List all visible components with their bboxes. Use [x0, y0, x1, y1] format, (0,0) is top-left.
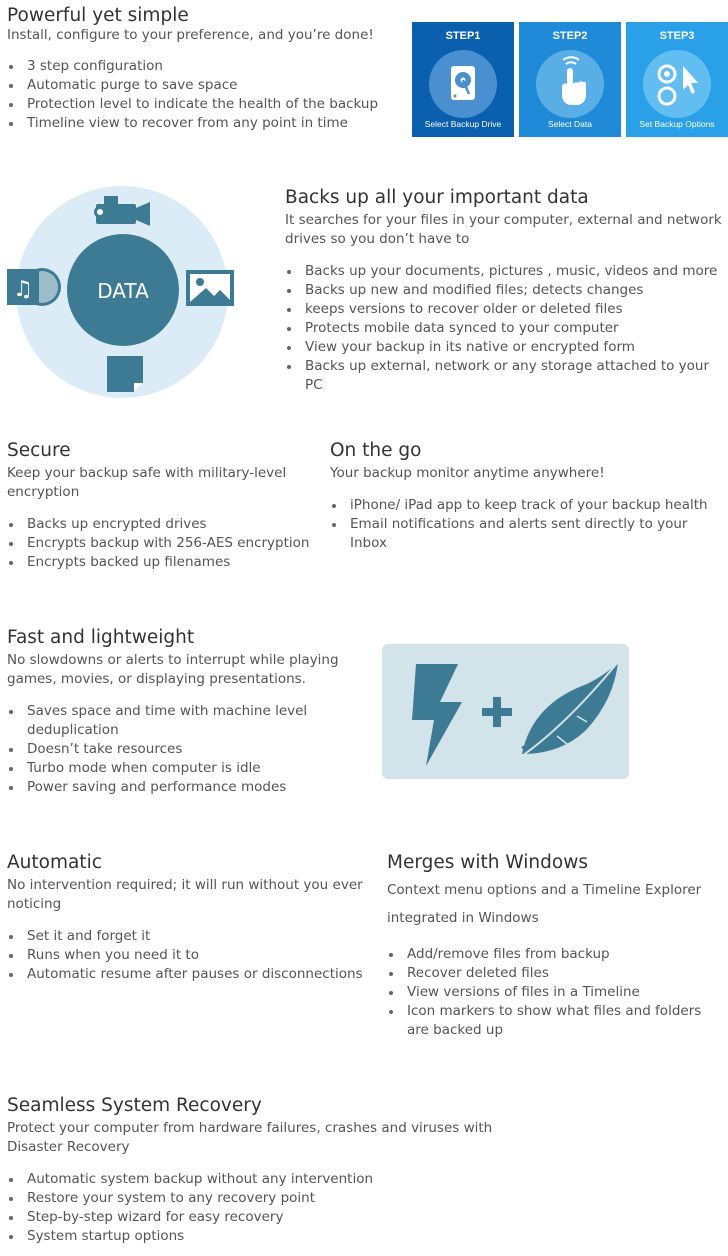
list-item: Icon markers to show what files and folders are backed up: [387, 1002, 722, 1040]
fast-illustration: [382, 644, 629, 779]
diagram-center-label: DATA: [97, 279, 149, 303]
list-item: Add/remove files from backup: [387, 945, 722, 964]
options-cursor-icon: [643, 50, 711, 118]
section-title: Fast and lightweight: [7, 627, 195, 648]
list-item: Power saving and performance modes: [7, 778, 327, 797]
section-description: No slowdowns or alerts to interrupt while playing games, movies, or displaying presentations.: [7, 652, 339, 687]
plus-icon: [482, 697, 512, 727]
section-title: Merges with Windows: [387, 852, 588, 873]
step-caption: Select Data: [548, 119, 592, 129]
list-item: Automatic system backup without any intervention: [7, 1170, 507, 1189]
list-item: View your backup in its native or encrypted form: [285, 338, 725, 357]
feature-list: [7, 702, 327, 797]
section-title: Secure: [7, 440, 71, 461]
feature-list: [387, 945, 722, 1040]
list-item: View versions of files in a Timeline: [387, 983, 722, 1002]
list-item: Restore your system to any recovery point: [7, 1189, 507, 1208]
feature-list: [330, 496, 720, 553]
section-description: Your backup monitor anytime anywhere!: [330, 465, 605, 481]
list-item: Set it and forget it: [7, 927, 377, 946]
music-disc-icon: [7, 268, 61, 306]
section-description: No intervention required; it will run without you ever noticing: [7, 877, 363, 912]
section-title: Automatic: [7, 852, 102, 873]
svg-text:♫: ♫: [13, 277, 33, 302]
step-title: STEP3: [659, 30, 695, 42]
list-item: Recover deleted files: [387, 964, 722, 983]
touch-hand-icon: [536, 50, 604, 118]
step-card-1: [412, 22, 514, 137]
step-card-3: [626, 22, 728, 137]
feature-list: [7, 1170, 507, 1246]
list-item: Step-by-step wizard for easy recovery: [7, 1208, 507, 1227]
list-item: Saves space and time with machine level deduplication: [7, 702, 327, 740]
section-title: Powerful yet simple: [7, 5, 189, 26]
section-title: On the go: [330, 440, 422, 461]
list-item: Automatic purge to save space: [7, 76, 397, 95]
list-item: Encrypts backup with 256-AES encryption: [7, 534, 327, 553]
section-description: Keep your backup safe with military-level encryption: [7, 465, 287, 500]
feature-list: [7, 515, 327, 572]
list-item: Backs up your documents, pictures , music, videos and more: [285, 262, 725, 281]
list-item: Automatic resume after pauses or disconnections: [7, 965, 377, 984]
section-description: Install, configure to your preference, and you’re done!: [7, 27, 374, 43]
feature-list: [285, 262, 725, 395]
step-title: STEP1: [445, 30, 481, 42]
section-description: Context menu options and a Timeline Explorer integrated in Windows: [387, 882, 702, 926]
list-item: Encrypts backed up filenames: [7, 553, 327, 572]
section-title: Backs up all your important data: [285, 187, 589, 208]
list-item: Backs up new and modified files; detects changes: [285, 281, 725, 300]
list-item: Email notifications and alerts sent directly to your Inbox: [330, 515, 720, 553]
feature-list: [7, 57, 397, 133]
document-icon: [107, 356, 143, 392]
list-item: Runs when you need it to: [7, 946, 377, 965]
hard-drive-icon: [429, 50, 497, 118]
list-item: Protection level to indicate the health of the backup: [7, 95, 397, 114]
section-title: Seamless System Recovery: [7, 1095, 262, 1116]
lightning-icon: [412, 664, 462, 766]
picture-icon: [186, 270, 234, 306]
list-item: Doesn’t take resources: [7, 740, 327, 759]
step-caption: Set Backup Options: [639, 119, 715, 129]
feather-icon: [522, 662, 618, 756]
list-item: 3 step configuration: [7, 57, 397, 76]
feature-list: [7, 927, 377, 984]
section-description: Protect your computer from hardware failures, crashes and viruses with Disaster Recovery: [7, 1120, 493, 1155]
list-item: System startup options: [7, 1227, 507, 1246]
list-item: Turbo mode when computer is idle: [7, 759, 327, 778]
step-caption: Select Backup Drive: [424, 119, 502, 129]
list-item: Backs up external, network or any storage attached to your PC: [285, 357, 725, 395]
list-item: Backs up encrypted drives: [7, 515, 327, 534]
step-title: STEP2: [552, 30, 588, 42]
list-item: Protects mobile data synced to your computer: [285, 319, 725, 338]
step-card-2: [519, 22, 621, 137]
section-description: It searches for your files in your computer, external and network drives so you don’t have to: [285, 212, 722, 247]
list-item: keeps versions to recover older or deleted files: [285, 300, 725, 319]
list-item: Timeline view to recover from any point in time: [7, 114, 397, 133]
list-item: iPhone/ iPad app to keep track of your backup health: [330, 496, 720, 515]
